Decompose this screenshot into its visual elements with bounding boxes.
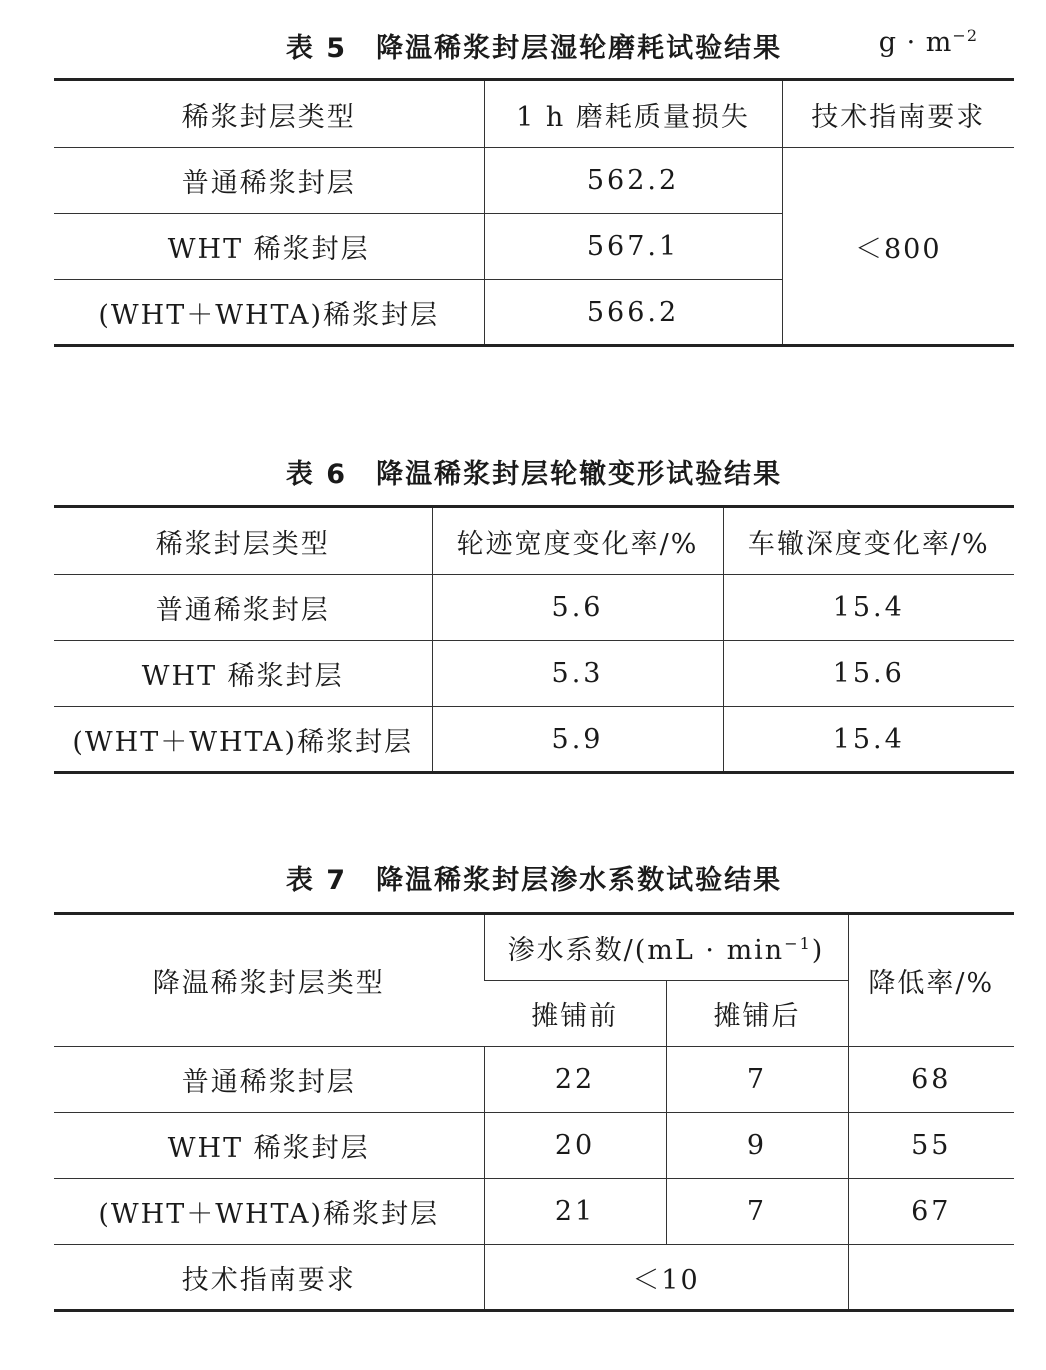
table6-type-cell: 普通稀浆封层 [54,575,432,641]
table5-loss-cell: 562.2 [484,148,782,214]
table7-header-before: 摊铺前 [484,981,666,1047]
table-row [54,575,1014,641]
table7-header-coef: 渗水系数$/(mL \cdot \min^{-1})$ [484,914,848,981]
table7-rate-cell: 55 [848,1113,1014,1179]
table6-caption: 表 6 降温稀浆封层轮辙变形试验结果 [285,459,783,490]
table7-after-cell: 9 [666,1113,848,1179]
table-row [54,148,1014,214]
table5-unit: $g \cdot m^{-2}$ [878,26,978,58]
table6-type-cell: (WHT＋WHTA)稀浆封层 [54,707,432,773]
table5 [54,78,1014,347]
table7-rate-cell: 67 [848,1179,1014,1245]
table6-header-type: 稀浆封层类型 [54,507,432,575]
table-row [54,1113,1014,1179]
table6-depth-cell: 15.4 [723,707,1014,773]
table5-header-row [54,80,1014,148]
table7-before-cell: 22 [484,1047,666,1113]
table7-caption: 表 7 降温稀浆封层渗水系数试验结果 [285,865,783,896]
table7 [54,912,1014,1312]
table7-type-cell: WHT 稀浆封层 [54,1113,484,1179]
table5-loss-cell: 567.1 [484,214,782,280]
table6-depth-cell: 15.4 [723,575,1014,641]
table5-title: 表 5 降温稀浆封层湿轮磨耗试验结果 [285,33,783,64]
table6 [54,505,1014,774]
table6-header-row [54,507,1014,575]
table-row [54,641,1014,707]
table6-type-cell: WHT 稀浆封层 [54,641,432,707]
table7-requirement-label: 技术指南要求 [54,1245,484,1311]
table7-header-after: 摊铺后 [666,981,848,1047]
table5-type-cell: (WHT＋WHTA)稀浆封层 [54,280,484,346]
table6-header-width: 轮迹宽度变化率/% [432,507,723,575]
table5-requirement-cell: ＜800 [782,148,1014,346]
table5-type-cell: WHT 稀浆封层 [54,214,484,280]
table5-header-requirement: 技术指南要求 [782,80,1014,148]
table6-width-cell: 5.6 [432,575,723,641]
table7-type-cell: 普通稀浆封层 [54,1047,484,1113]
table6-header-depth: 车辙深度变化率/% [723,507,1014,575]
table5-header-type: 稀浆封层类型 [54,80,484,148]
table5-type-cell: 普通稀浆封层 [54,148,484,214]
table5-loss-cell: 566.2 [484,280,782,346]
table7-rate-cell: 68 [848,1047,1014,1113]
table7-header-type: 降温稀浆封层类型 [54,914,484,1047]
table-row [54,1179,1014,1245]
table6-width-cell: 5.3 [432,641,723,707]
table7-requirement-row [54,1245,1014,1311]
table7-before-cell: 20 [484,1113,666,1179]
table7-requirement-value: ＜10 [484,1245,848,1311]
table5-header-loss: 1 h 磨耗质量损失 [484,80,782,148]
table6-width-cell: 5.9 [432,707,723,773]
table-row [54,707,1014,773]
table7-after-cell: 7 [666,1179,848,1245]
table7-requirement-empty [848,1245,1014,1311]
table-row [54,1047,1014,1113]
table7-before-cell: 21 [484,1179,666,1245]
table7-after-cell: 7 [666,1047,848,1113]
table5-caption [54,26,1014,65]
table6-depth-cell: 15.6 [723,641,1014,707]
table7-header-rate: 降低率/% [848,914,1014,1047]
table7-header-row [54,914,1014,981]
table7-type-cell: (WHT＋WHTA)稀浆封层 [54,1179,484,1245]
